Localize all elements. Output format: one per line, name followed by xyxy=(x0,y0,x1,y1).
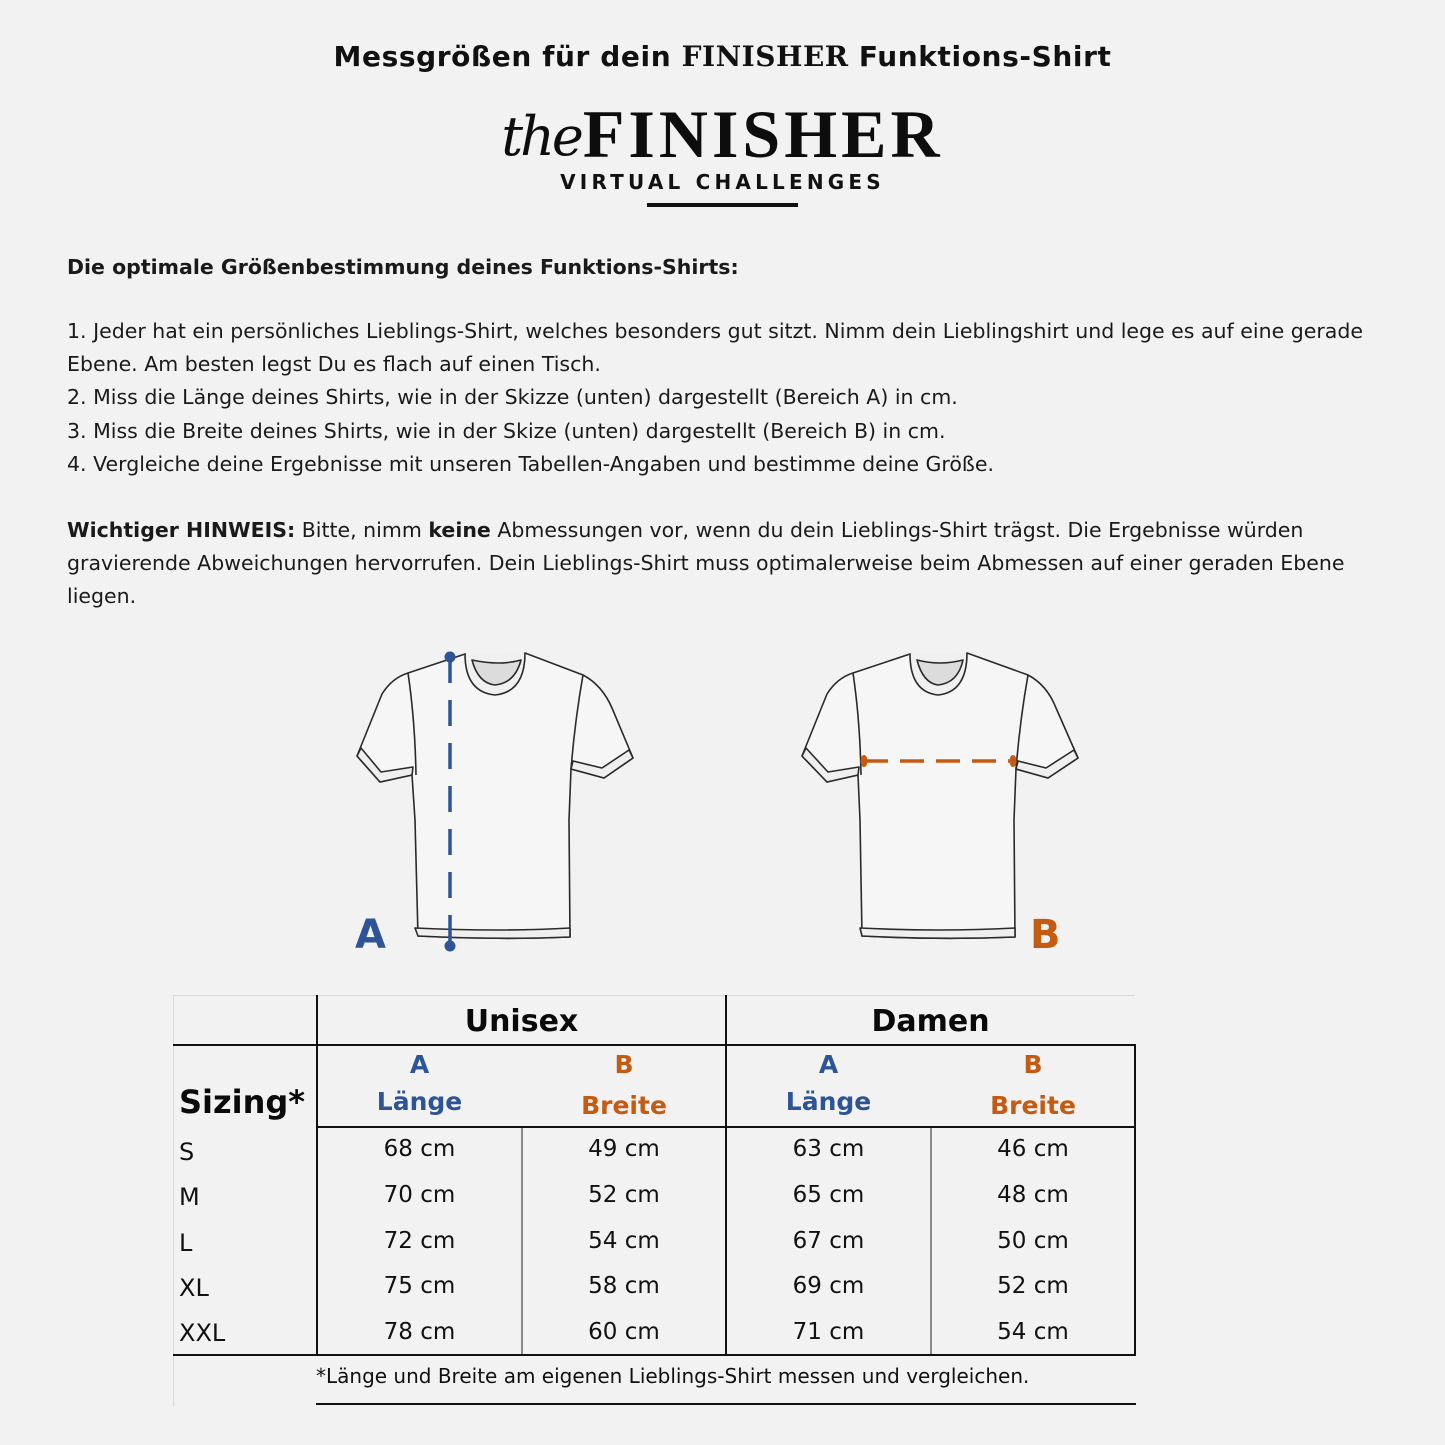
step-2: 2. Miss die Länge deines Shirts, wie in der Skizze (unten) dargestellt (Bereich A) in cm. xyxy=(67,385,958,410)
measure-a-label: A xyxy=(355,912,386,958)
damen-b-word: Breite xyxy=(990,1091,1076,1120)
cell-unisex-width-s: 49 cm xyxy=(588,1136,660,1162)
damen-a-word: Länge xyxy=(785,1087,872,1116)
cell-unisex-width-l: 54 cm xyxy=(588,1228,660,1254)
logo-subtitle: VIRTUAL CHALLENGES xyxy=(560,170,885,194)
cell-unisex-length-xxl: 78 cm xyxy=(383,1319,456,1345)
cell-damen-length-l: 67 cm xyxy=(792,1228,865,1254)
cell-damen-length-s: 63 cm xyxy=(792,1136,865,1162)
sizing-label: Sizing* xyxy=(179,1083,306,1121)
measure-b-label: B xyxy=(1030,912,1061,958)
instructions-heading: Die optimale Größenbestimmung deines Funktions-Shirts: xyxy=(67,255,739,279)
size-s: S xyxy=(179,1138,195,1166)
table-footnote: *Länge und Breite am eigenen Lieblings-Shirt messen und vergleichen. xyxy=(316,1364,1030,1388)
cell-unisex-length-s: 68 cm xyxy=(383,1136,456,1162)
unisex-b-letter: B xyxy=(614,1050,634,1079)
divider-header2 xyxy=(316,1126,1136,1128)
unisex-a-letter: A xyxy=(409,1050,430,1079)
size-l: L xyxy=(179,1229,193,1257)
cell-unisex-length-m: 70 cm xyxy=(383,1182,456,1208)
important-note xyxy=(67,514,1387,614)
note-text-2: Abmessungen vor, wenn du dein Lieblings-Shirt trägst. Die Ergebnisse würden gravierende Abweichungen hervorrufen. Dein Lieblings-Shirt muss optimalerweise beim Abmessen auf einer geraden Ebene liegen. xyxy=(67,518,1345,609)
damen-b-letter: B xyxy=(1023,1050,1043,1079)
note-label: Wichtiger HINWEIS: xyxy=(67,518,296,542)
cell-damen-length-xl: 69 cm xyxy=(792,1273,865,1299)
title-text-pre: Messgrößen für dein xyxy=(333,40,682,73)
shirt-length-diagram xyxy=(340,640,650,960)
divider-bottom xyxy=(173,1354,1136,1356)
note-emphasis: keine xyxy=(428,518,491,542)
title-brand: FINISHER xyxy=(681,40,849,73)
cell-damen-width-xxl: 54 cm xyxy=(997,1319,1069,1345)
damen-a-letter: A xyxy=(818,1050,839,1079)
unisex-a-word: Länge xyxy=(376,1087,463,1116)
size-m: M xyxy=(179,1183,200,1211)
cell-damen-width-s: 46 cm xyxy=(997,1136,1069,1162)
size-xxl: XXL xyxy=(179,1319,226,1347)
logo-name: FINISHER xyxy=(582,96,944,172)
table-left-guide xyxy=(173,995,174,1407)
brand-logo xyxy=(0,96,1445,172)
cell-damen-width-l: 50 cm xyxy=(997,1228,1069,1254)
step-3: 3. Miss die Breite deines Shirts, wie in der Skize (unten) dargestellt (Bereich B) in cm. xyxy=(67,418,946,443)
title-text-post: Funktions-Shirt xyxy=(848,40,1112,73)
page-title xyxy=(0,40,1445,73)
cell-unisex-length-xl: 75 cm xyxy=(383,1273,456,1299)
cell-damen-width-m: 48 cm xyxy=(997,1182,1069,1208)
cell-damen-length-xxl: 71 cm xyxy=(792,1319,865,1345)
divider-header1 xyxy=(173,1044,1136,1046)
logo-underline xyxy=(647,203,798,207)
cell-unisex-width-xl: 58 cm xyxy=(588,1273,660,1299)
unisex-b-word: Breite xyxy=(581,1091,667,1120)
cell-unisex-width-m: 52 cm xyxy=(588,1182,660,1208)
instructions-steps xyxy=(67,315,1387,481)
size-xl: XL xyxy=(179,1274,209,1302)
note-text-1: Bitte, nimm xyxy=(295,518,429,542)
cell-damen-length-m: 65 cm xyxy=(792,1182,865,1208)
size-table xyxy=(173,995,1135,1407)
group-unisex: Unisex xyxy=(464,1004,579,1039)
footnote-rule xyxy=(316,1403,1136,1405)
cell-unisex-width-xxl: 60 cm xyxy=(588,1319,660,1345)
logo-the: the xyxy=(501,105,581,168)
cell-damen-width-xl: 52 cm xyxy=(997,1273,1069,1299)
divider-right xyxy=(1134,1044,1136,1356)
group-damen: Damen xyxy=(871,1004,990,1039)
step-1: 1. Jeder hat ein persönliches Lieblings-Shirt, welches besonders gut sitzt. Nimm dein Lieblingshirt und lege es auf eine gerade Ebene. Am besten legst Du es flach auf einen Tisch. xyxy=(67,319,1363,377)
step-4: 4. Vergleiche deine Ergebnisse mit unseren Tabellen-Angaben und bestimme deine Größe. xyxy=(67,451,994,476)
cell-unisex-length-l: 72 cm xyxy=(383,1228,456,1254)
